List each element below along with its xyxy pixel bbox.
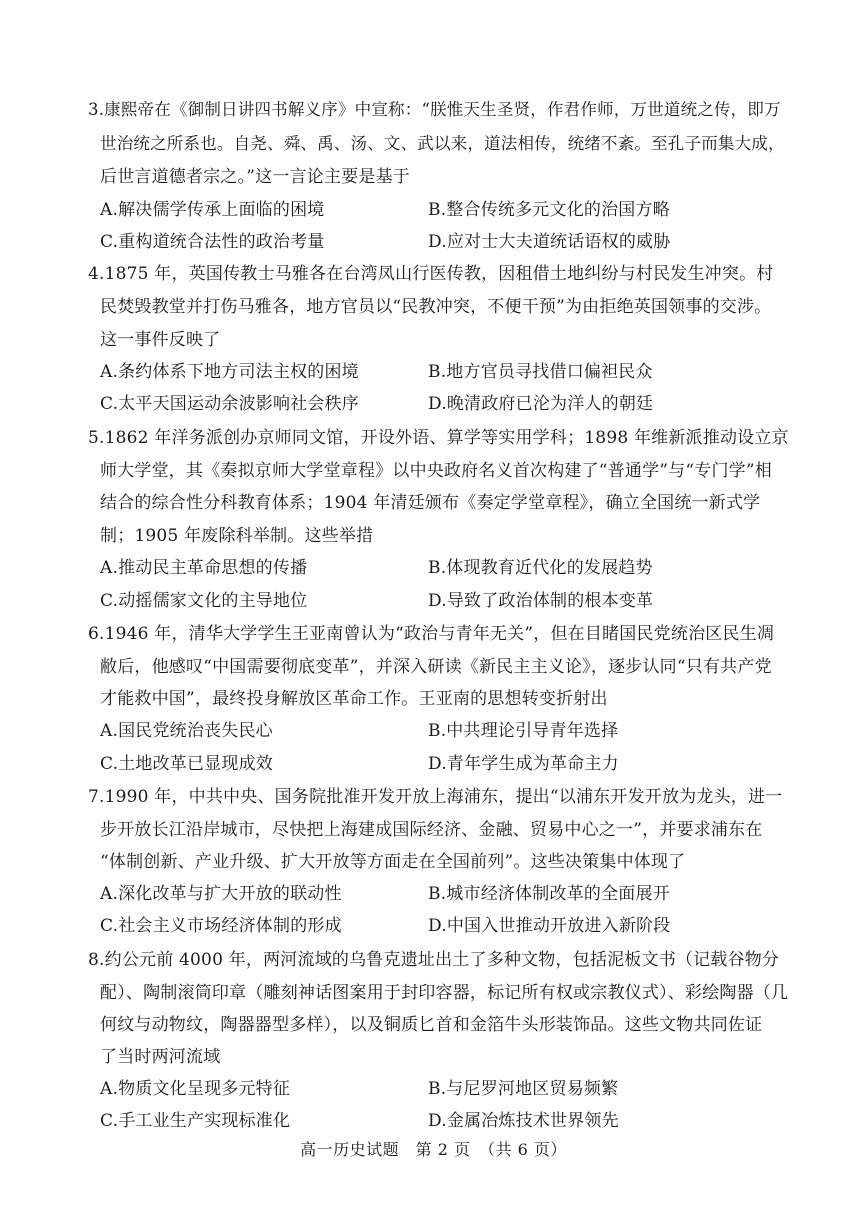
option-a: A.深化改革与扩大开放的联动性 <box>100 884 342 904</box>
option-a: A.解决儒学传承上面临的困境 <box>100 200 325 220</box>
question-stem-line: 8.约公元前 4000 年，两河流域的乌鲁克遗址出土了多种文物，包括泥板文书（记载谷物分 <box>88 950 780 970</box>
option-b: B.体现教育近代化的发展趋势 <box>428 558 653 578</box>
option-c: C.土地改革已显现成效 <box>100 754 274 774</box>
option-c: C.动摇儒家文化的主导地位 <box>100 591 308 611</box>
question-stem-line: 配）、陶制滚筒印章（雕刻神话图案用于封印容器，标记所有权或宗教仪式）、彩绘陶器（几 <box>100 983 789 1003</box>
option-b: B.中共理论引导青年选择 <box>428 721 619 741</box>
option-b: B.城市经济体制改革的全面展开 <box>428 884 670 904</box>
question-stem-line: 制；1905 年废除科举制。这些举措 <box>100 526 374 546</box>
option-d: D.导致了政治体制的根本变革 <box>428 591 654 611</box>
option-c: C.社会主义市场经济体制的形成 <box>100 916 342 936</box>
option-d: D.中国入世推动开放进入新阶段 <box>428 916 671 936</box>
option-b: B.地方官员寻找借口偏袒民众 <box>428 362 653 382</box>
question-stem-line: 师大学堂，其《奏拟京师大学堂章程》以中央政府名义首次构建了“普通学”与“专门学”相 <box>100 461 772 481</box>
question-stem-line: 这一事件反映了 <box>100 330 221 350</box>
option-d: D.金属冶炼技术世界领先 <box>428 1111 619 1131</box>
question-stem-line: “体制创新、产业升级、扩大开放等方面走在全国前列”。这些决策集中体现了 <box>100 852 686 872</box>
question-stem-line: 步开放长江沿岸城市，尽快把上海建成国际经济、金融、贸易中心之一”，并要求浦东在 <box>100 820 763 840</box>
question-stem-line: 了当时两河流域 <box>100 1047 221 1067</box>
option-b: B.与尼罗河地区贸易频繁 <box>428 1079 619 1099</box>
page-footer: 高一历史试题 第 2 页 （共 6 页） <box>300 1140 567 1159</box>
question-stem-line: 何纹与动物纹，陶器器型多样），以及铜质匕首和金箔牛头形装饰品。这些文物共同佐证 <box>100 1015 763 1035</box>
question-stem-line: 6.1946 年，清华大学学生王亚南曾认为“政治与青年无关”，但在目睹国民党统治区民生凋 <box>88 624 775 644</box>
question-stem-line: 敝后，他感叹“中国需要彻底变革”，并深入研读《新民主主义论》，逐步认同“只有共产党 <box>100 657 772 677</box>
option-a: A.条约体系下地方司法主权的困境 <box>100 362 359 382</box>
option-d: D.应对士大夫道统话语权的威胁 <box>428 232 671 252</box>
question-stem-line: 世治统之所系也。自尧、舜、禹、汤、文、武以来，道法相传，统绪不紊。至孔子而集大成， <box>100 134 785 153</box>
question-stem-line: 结合的综合性分科教育体系；1904 年清廷颁布《奏定学堂章程》，确立全国统一新式学 <box>100 493 761 513</box>
option-a: A.国民党统治丧失民心 <box>100 721 273 741</box>
option-d: D.青年学生成为革命主力 <box>428 754 619 774</box>
option-a: A.推动民主革命思想的传播 <box>100 558 308 578</box>
option-c: C.重构道统合法性的政治考量 <box>100 232 325 252</box>
option-c: C.手工业生产实现标准化 <box>100 1111 291 1131</box>
question-stem-line: 才能救中国”，最终投身解放区革命工作。王亚南的思想转变折射出 <box>100 689 608 709</box>
question-stem-line: 5.1862 年洋务派创办京师同文馆，开设外语、算学等实用学科；1898 年维新派推动设立京 <box>88 428 789 448</box>
question-stem-line: 7.1990 年，中共中央、国务院批准开发开放上海浦东，提出“以浦东开发开放为龙头，进一 <box>88 787 783 807</box>
option-b: B.整合传统多元文化的治国方略 <box>428 200 670 220</box>
option-c: C.太平天国运动余波影响社会秩序 <box>100 394 360 414</box>
option-d: D.晚清政府已沦为洋人的朝廷 <box>428 394 654 414</box>
question-stem-line: 后世言道德者宗之。”这一言论主要是基于 <box>100 167 410 187</box>
question-stem-line: 4.1875 年，英国传教士马雅各在台湾凤山行医传教，因租借土地纠纷与村民发生冲突。村 <box>88 264 774 284</box>
question-stem-line: 民焚毁教堂并打伤马雅各，地方官员以“民教冲突，不便干预”为由拒绝英国领事的交涉。 <box>100 297 772 317</box>
option-a: A.物质文化呈现多元特征 <box>100 1079 291 1099</box>
question-stem-line: 3.康熙帝在《御制日讲四书解义序》中宣称：“朕惟天生圣贤，作君作师，万世道统之传，即万 <box>88 100 781 119</box>
